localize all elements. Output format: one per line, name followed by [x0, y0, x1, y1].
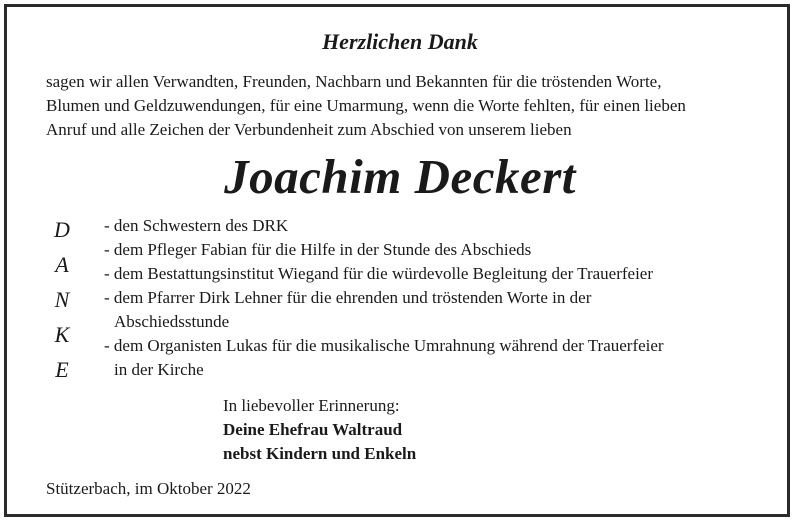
closing-signature [223, 394, 416, 466]
signature-line: Deine Ehefrau Waltraud [223, 420, 403, 439]
notice-heading: Herzlichen Dank [322, 29, 478, 54]
danke-letter: E [55, 357, 69, 382]
intro-line: Blumen und Geldzuwendungen, für eine Umarmung, wenn die Worte fehlten, für einen lieben [46, 96, 686, 115]
intro-paragraph [46, 70, 776, 142]
thanks-item: - dem Pfleger Fabian für die Hilfe in der Stunde des Abschieds [104, 240, 532, 259]
thanks-list [104, 214, 784, 382]
deceased-name: Joachim Deckert [224, 149, 576, 204]
place-date: Stützerbach, im Oktober 2022 [46, 479, 251, 498]
intro-line: Anruf und alle Zeichen der Verbundenheit zum Abschied von unserem lieben [46, 120, 572, 139]
thanks-item: - dem Organisten Lukas für die musikalische Umrahnung während der Trauerfeier [104, 336, 664, 355]
closing-intro: In liebevoller Erinnerung: [223, 396, 400, 415]
thanks-item-continuation: in der Kirche [114, 360, 204, 379]
intro-line: sagen wir allen Verwandten, Freunden, Nachbarn und Bekannten für die tröstenden Worte, [46, 72, 662, 91]
thanks-item: - den Schwestern des DRK [104, 216, 289, 235]
signature-line: nebst Kindern und Enkeln [223, 444, 417, 463]
thanks-item-continuation: Abschiedsstunde [114, 312, 230, 331]
danke-letter: A [55, 252, 69, 277]
danke-letter: N [54, 287, 70, 312]
thanks-item: - dem Pfarrer Dirk Lehner für die ehrenden und tröstenden Worte in der [104, 288, 592, 307]
danke-vertical-word [50, 216, 74, 391]
thanks-item: - dem Bestattungsinstitut Wiegand für die würdevolle Begleitung der Trauerfeier [104, 264, 654, 283]
danke-letter: D [54, 217, 70, 242]
danke-letter: K [54, 322, 70, 347]
